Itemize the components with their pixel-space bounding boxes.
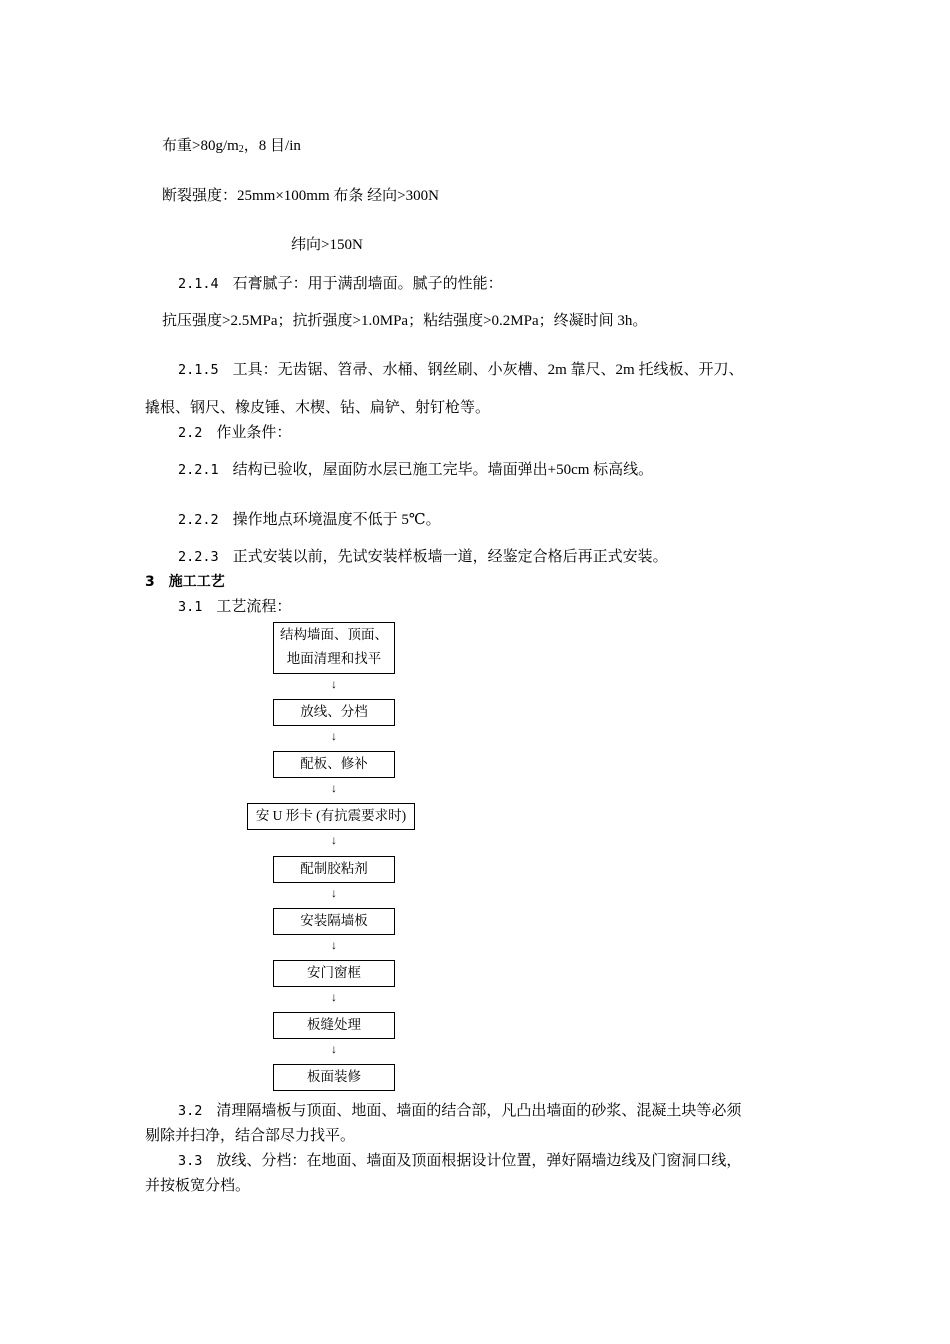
section-number: 3.3: [178, 1153, 203, 1169]
section-text: 工艺流程：: [216, 599, 292, 615]
flow-arrow: ↓: [331, 677, 337, 691]
section-2-2-2: [178, 510, 441, 530]
fabric-weight-text: 布重>80g/m: [162, 138, 239, 154]
section-number: 2.1.5: [178, 362, 219, 378]
section-number: 2.1.4: [178, 276, 219, 292]
section-3-2-continuation: 剔除并扫净，结合部尽力找平。: [145, 1128, 356, 1144]
flow-arrow: ↓: [331, 781, 337, 795]
flow-step-install-boards: 安装隔墙板: [273, 908, 395, 935]
chapter-3-heading: 3 施工工艺: [145, 574, 225, 590]
flow-arrow: ↓: [331, 833, 337, 847]
section-text: 石膏腻子：用于满刮墙面。腻子的性能：: [232, 276, 503, 292]
section-text: 放线、分档：在地面、墙面及顶面根据设计位置，弹好隔墙边线及门窗洞口线，: [216, 1153, 742, 1169]
tools-continuation-line: 撬根、钢尺、橡皮锤、木楔、钻、扁铲、射钉枪等。: [145, 400, 491, 416]
section-text: 工具：无齿锯、笤帚、水桶、钢丝刷、小灰槽、2m 靠尺、2m 托线板、开刀、: [232, 362, 744, 378]
putty-properties-line: 抗压强度>2.5MPa；抗折强度>1.0MPa；粘结强度>0.2MPa；终凝时间 3h。: [162, 313, 648, 329]
section-3-1: [178, 597, 291, 617]
flow-arrow: ↓: [331, 729, 337, 743]
flow-step-line: 结构墙面、顶面、: [280, 627, 388, 642]
section-text: 结构已验收，屋面防水层已施工完毕。墙面弹出+50cm 标高线。: [232, 462, 654, 478]
flow-step-joint-treatment: 板缝处理: [273, 1012, 395, 1039]
section-number: 2.2.3: [178, 549, 219, 565]
flow-step-door-window-frames: 安门窗框: [273, 960, 395, 987]
section-number: 3.1: [178, 599, 203, 615]
section-2-2: [178, 423, 291, 443]
section-2-2-1: [178, 460, 653, 480]
tensile-strength-line: 断裂强度：25mm×100mm 布条 经向>300N: [162, 188, 439, 204]
section-2-2-3: [178, 547, 668, 567]
flow-arrow: ↓: [331, 886, 337, 900]
section-number: 2.2.1: [178, 462, 219, 478]
section-2-1-4: [178, 274, 503, 294]
section-3-3-continuation: 并按板宽分档。: [145, 1178, 251, 1194]
flow-step-line: 地面清理和找平: [286, 651, 382, 666]
section-number: 2.2.2: [178, 512, 219, 528]
flow-step-surface-finish: 板面装修: [273, 1064, 395, 1091]
section-text: 作业条件：: [216, 425, 292, 441]
flow-step-fit-boards: 配板、修补: [273, 751, 395, 778]
section-text: 操作地点环境温度不低于 5℃。: [232, 512, 441, 528]
section-2-1-5: [178, 360, 743, 380]
flow-arrow: ↓: [331, 990, 337, 1004]
weft-line: 纬向>150N: [291, 237, 363, 253]
section-text: 清理隔墙板与顶面、地面、墙面的结合部，凡凸出墙面的砂浆、混凝土块等必须: [216, 1103, 742, 1119]
flow-step-u-clips: 安 U 形卡 (有抗震要求时): [247, 803, 415, 830]
flow-arrow: ↓: [331, 1042, 337, 1056]
fabric-weight-subscript: 2: [238, 144, 244, 155]
section-number: 3.2: [178, 1103, 203, 1119]
section-text: 正式安装以前，先试安装样板墙一道，经鉴定合格后再正式安装。: [232, 549, 668, 565]
section-3-3: [178, 1151, 741, 1171]
fabric-weight-tail: ，8 目/in: [243, 138, 301, 154]
flow-arrow: ↓: [331, 938, 337, 952]
section-number: 2.2: [178, 425, 203, 441]
flow-step-mix-adhesive: 配制胶粘剂: [273, 856, 395, 883]
flow-step-layout-lines: 放线、分档: [273, 699, 395, 726]
section-3-2: [178, 1101, 741, 1121]
fabric-weight-line: [162, 136, 301, 160]
flow-step-clean-surfaces: [273, 622, 395, 674]
